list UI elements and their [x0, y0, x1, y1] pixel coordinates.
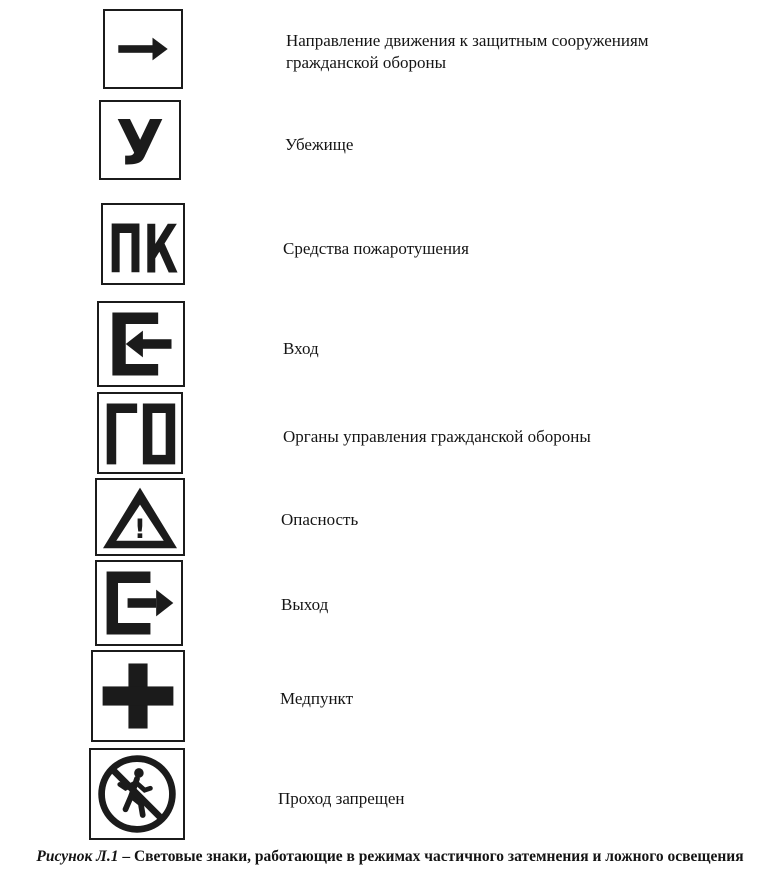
exit-icon [97, 562, 181, 644]
caption-text: Световые знаки, работающие в режимах частичного затемнения и ложного освещения [133, 848, 744, 865]
sign-label-entrance: Вход [283, 339, 319, 358]
sign-label-first-aid: Медпункт [280, 689, 354, 708]
sign-label-civil-defense: Органы управления гражданской обороны [283, 427, 591, 446]
figure-caption [10, 847, 770, 867]
letter-u-icon [101, 102, 179, 178]
sign-direction-shelter [103, 9, 183, 89]
sign-fire-equipment [101, 203, 185, 289]
sign-entrance [97, 301, 185, 387]
sign-danger [95, 478, 185, 556]
sign-first-aid [91, 650, 185, 742]
danger-triangle-icon [97, 480, 183, 554]
sign-no-passage [89, 748, 185, 840]
sign-shelter [99, 100, 181, 180]
svg-text:!: ! [133, 513, 147, 545]
sign-label-direction-shelter: Направление движения к защитным сооружениям гражданской обороны [286, 31, 649, 72]
sign-label-shelter: Убежище [285, 135, 354, 154]
caption-dash: – [118, 848, 134, 865]
sign-exit [95, 560, 183, 646]
entrance-icon [99, 303, 183, 385]
letters-go-icon [99, 394, 181, 472]
svg-text:ПК: ПК [107, 210, 179, 289]
sign-label-danger: Опасность [281, 510, 359, 529]
svg-text:У: У [115, 106, 165, 180]
figure-number: Рисунок Л.1 [36, 848, 119, 865]
sign-label-exit: Выход [281, 595, 329, 614]
letters-pk-icon [103, 205, 183, 289]
medical-cross-icon [93, 652, 183, 740]
sign-label-no-passage: Проход запрещен [278, 789, 405, 808]
sign-label-fire-equipment: Средства пожаротушения [283, 239, 469, 258]
no-passage-icon [91, 750, 183, 838]
arrow-right-icon [105, 11, 181, 87]
sign-civil-defense [97, 392, 183, 474]
